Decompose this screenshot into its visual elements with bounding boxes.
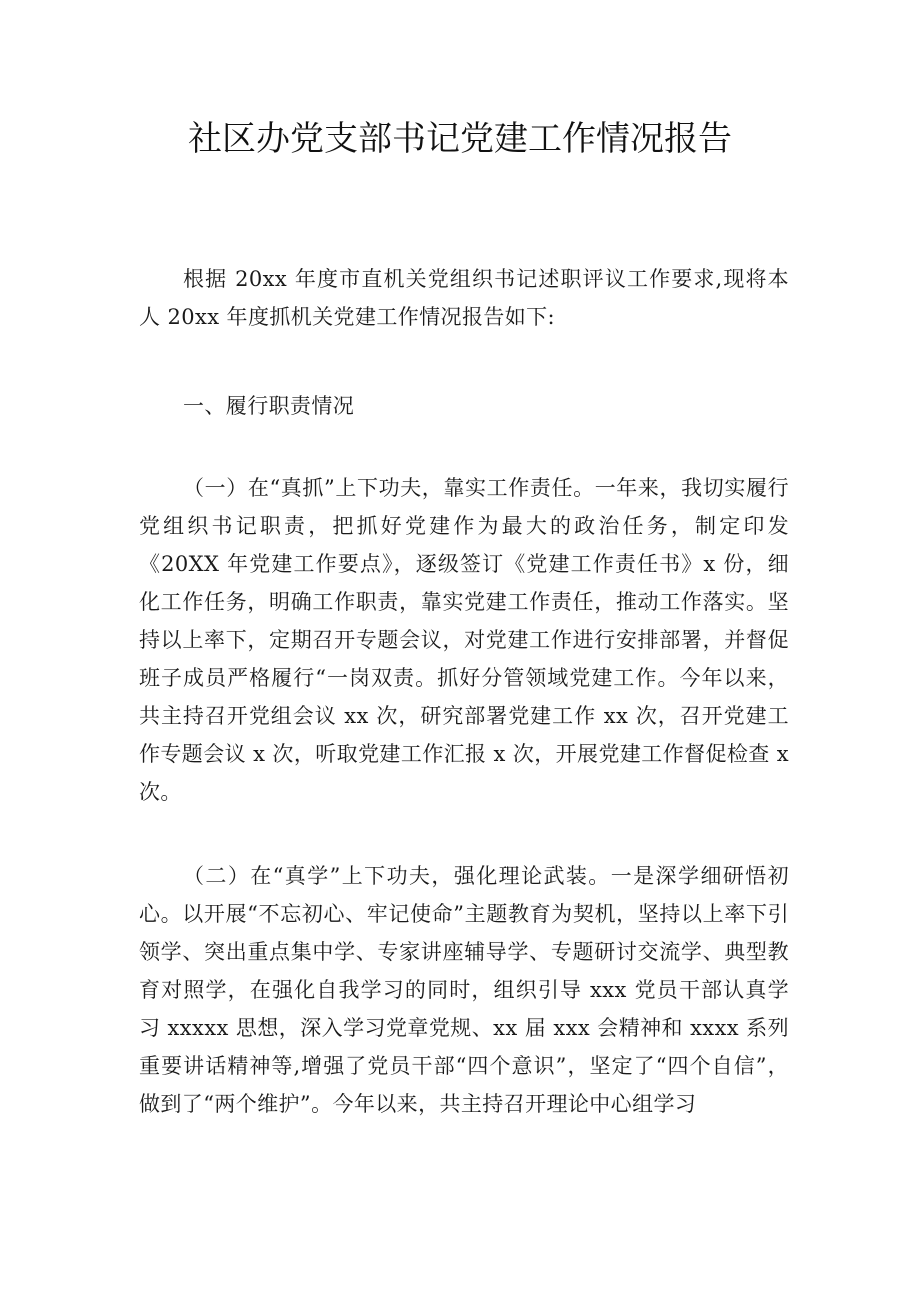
intro-paragraph: 根据 20xx 年度市直机关党组织书记述职评议工作要求,现将本人 20xx 年度抓机关党建工作情况报告如下:: [139, 267, 789, 329]
section-heading-1: 一、履行职责情况: [183, 394, 355, 418]
section-2-paragraph: （二）在“真学”上下功夫，强化理论武装。一是深学细研悟初心。以开展“不忘初心、牢记使命”主题教育为契机，坚持以上率下引领学、突出重点集中学、专家讲座辅导学、专题研讨交流学、典型教育对照学，在强化自我学习的同时，组织引导 xxx 党员干部认真学习 xxxxx 思想，深入学习党章党规、xx 届 xxx 会精神和 xxxx 系列重要讲话精神等,增强了党员干部“四个意识”，坚定了“四个自信”，做到了“两个维护”。今年以来，共主持召开理论中心组学习: [139, 864, 789, 1116]
document-title: 社区办党支部书记党建工作情况报告: [188, 119, 732, 159]
section-1-paragraph: （一）在“真抓”上下功夫，靠实工作责任。一年来，我切实履行党组织书记职责，把抓好党建作为最大的政治任务，制定印发《20XX 年党建工作要点》，逐级签订《党建工作责任书》x 份，细化工作任务，明确工作职责，靠实党建工作责任，推动工作落实。坚持以上率下，定期召开专题会议，对党建工作进行安排部署，并督促班子成员严格履行“一岗双责。抓好分管领域党建工作。今年以来，共主持召开党组会议 xx 次，研究部署党建工作 xx 次，召开党建工作专题会议 x 次，听取党建工作汇报 x 次，开展党建工作督促检查 x 次。: [139, 476, 789, 804]
